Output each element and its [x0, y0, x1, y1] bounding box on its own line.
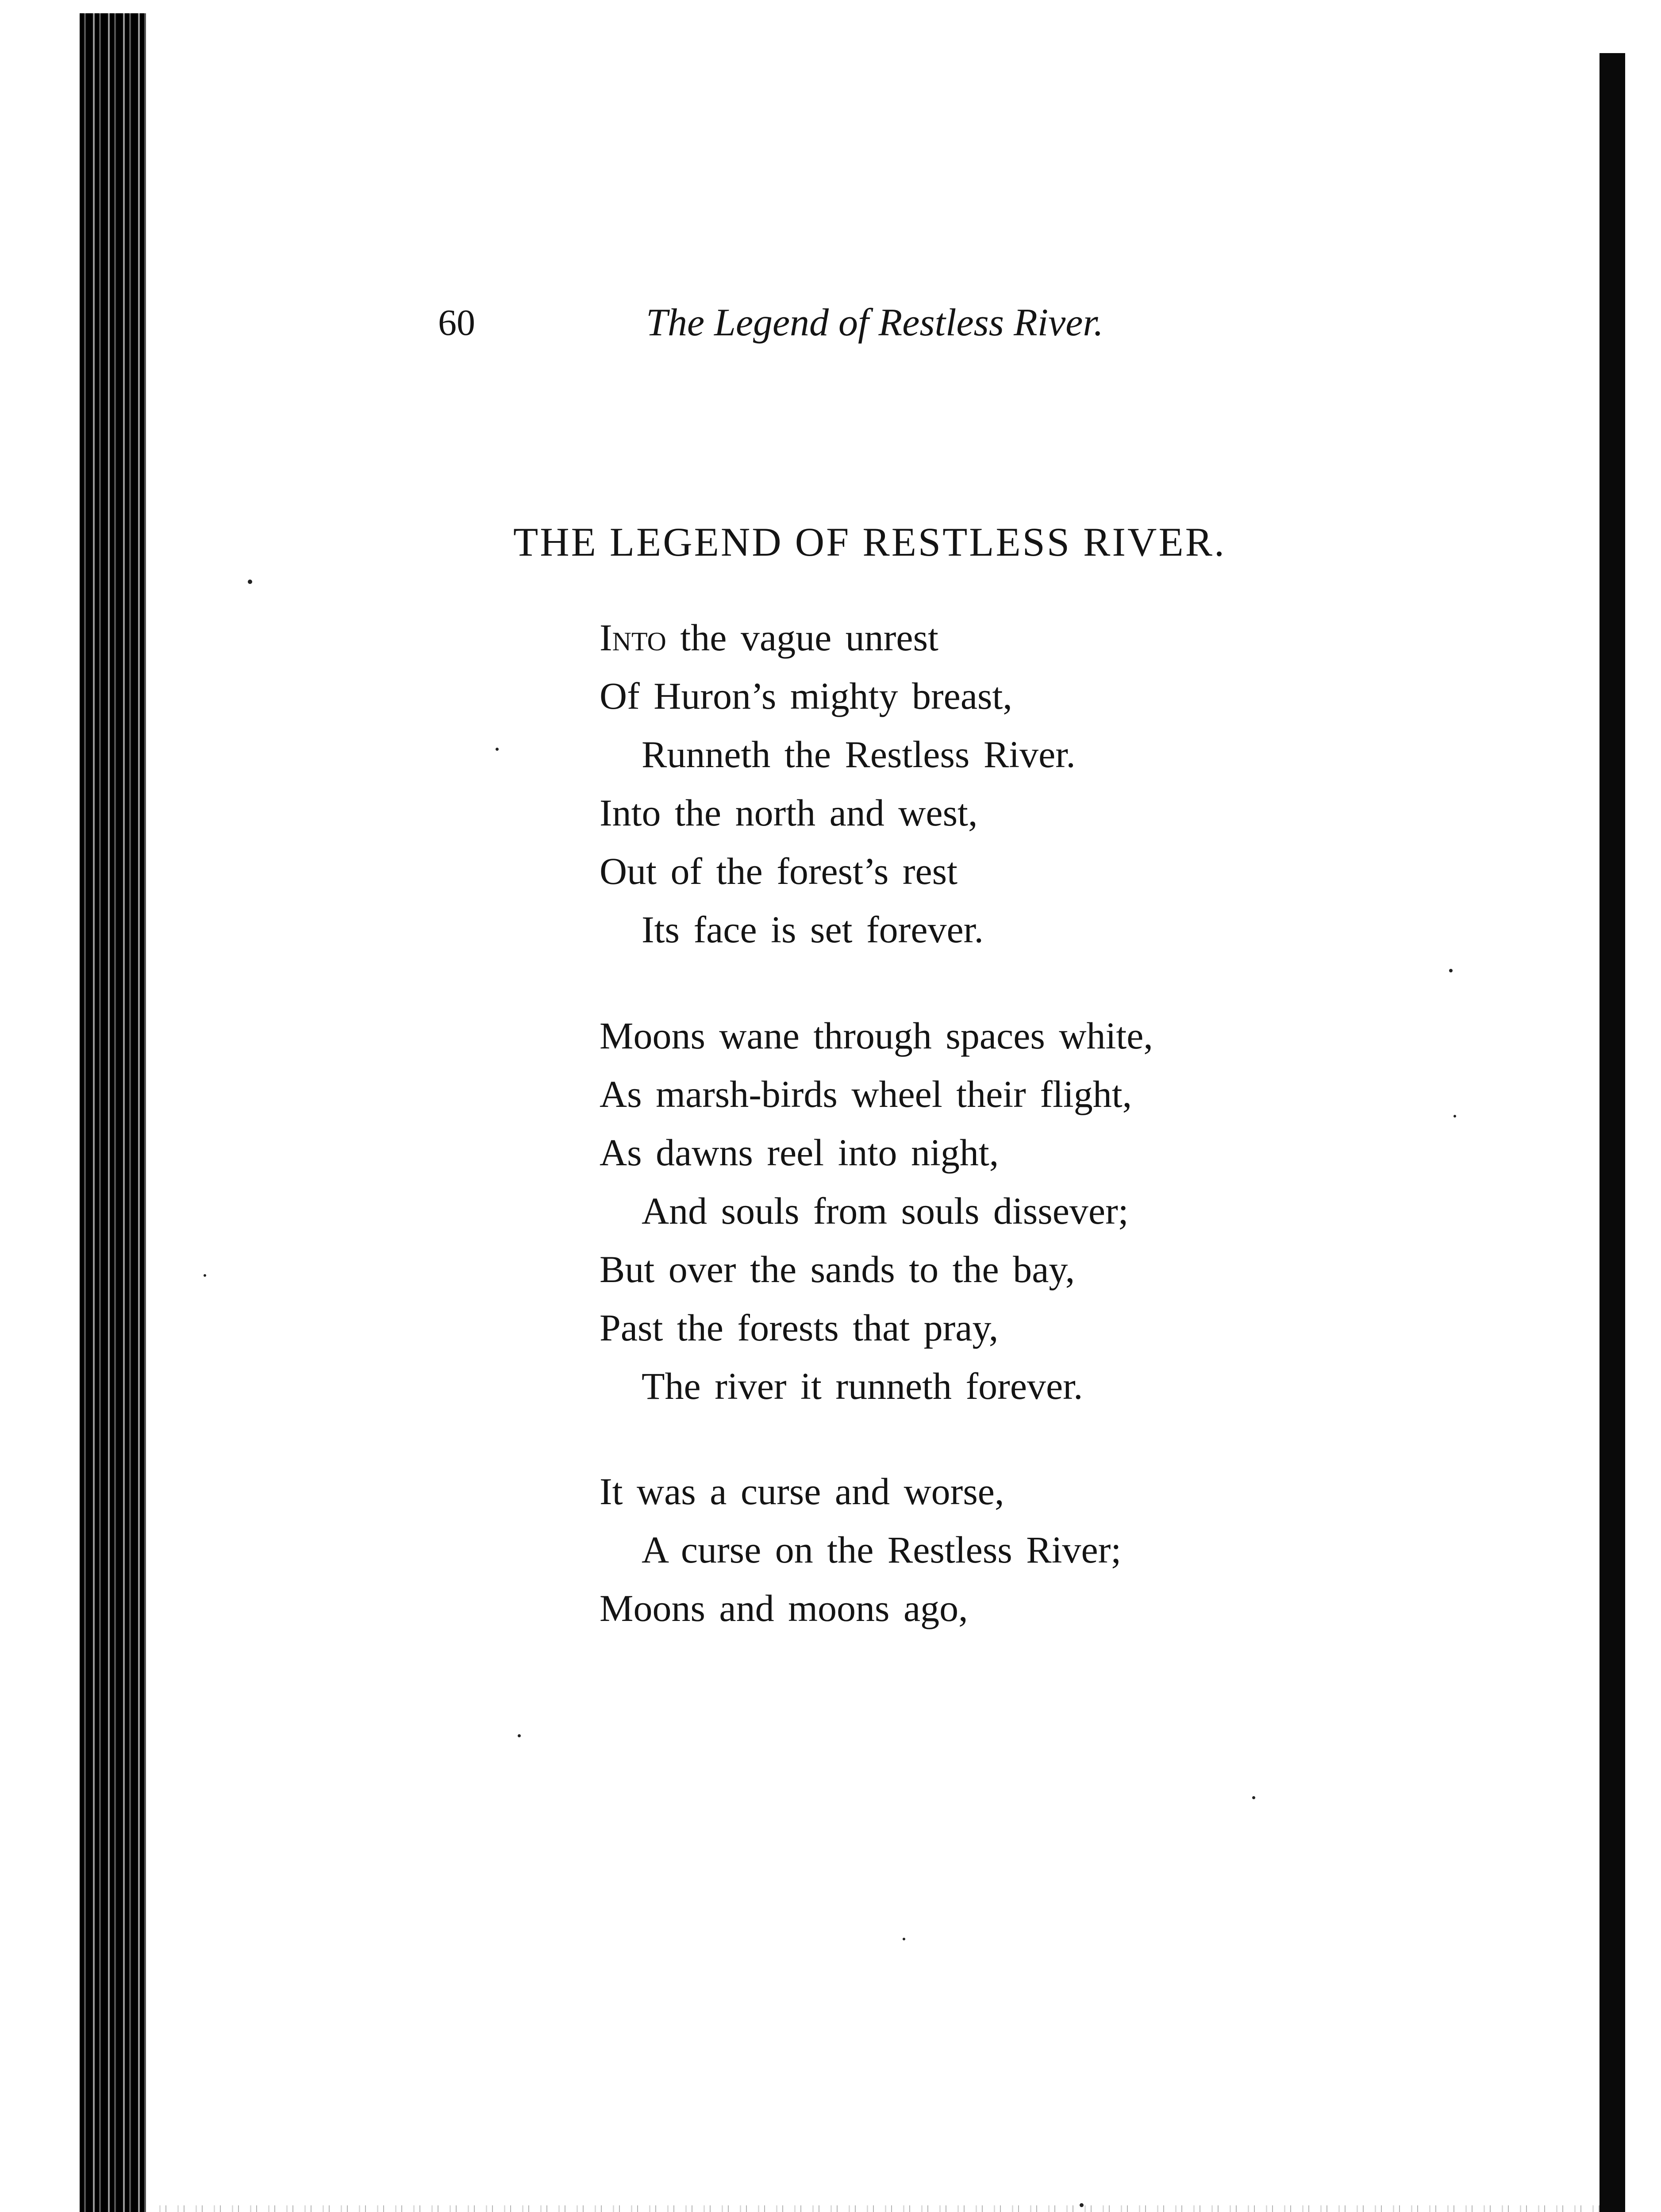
running-head	[438, 296, 1257, 349]
poem-line	[600, 608, 1440, 667]
poem-line: Into the north and west,	[600, 791, 978, 834]
poem-title: THE LEGEND OF RESTLESS RIVER.	[513, 519, 1226, 565]
scan-speck	[903, 1938, 905, 1940]
scan-speck	[518, 1734, 521, 1737]
poem-line: As dawns reel into night,	[600, 1131, 999, 1174]
scan-speck	[204, 1274, 206, 1277]
poem-line: The river it runneth forever.	[642, 1365, 1083, 1407]
poem-line: Moons and moons ago,	[600, 1587, 968, 1629]
poem-line: It was a curse and worse,	[600, 1470, 1004, 1513]
scan-speck	[1449, 969, 1453, 972]
poem-line: Of Huron’s mighty breast,	[600, 675, 1012, 717]
poem-line: Past the forests that pray,	[600, 1306, 999, 1349]
page-number: 60	[438, 302, 475, 343]
poem-line: And souls from souls dissever;	[642, 1190, 1129, 1232]
book-binding-shadow	[80, 13, 146, 2212]
poem-line: Runneth the Restless River.	[642, 733, 1076, 776]
scan-speck	[1252, 1796, 1255, 1799]
scan-speck	[496, 748, 499, 751]
page-edge-shadow	[1599, 53, 1625, 2212]
poem-line: As marsh-birds wheel their flight,	[600, 1073, 1132, 1115]
poem-line: But over the sands to the bay,	[600, 1248, 1075, 1290]
poem-line: Moons wane through spaces white,	[600, 1014, 1153, 1057]
drop-word: Into	[600, 616, 666, 659]
stanza-2	[600, 1006, 1440, 1415]
line-text: the vague unrest	[666, 616, 938, 659]
poem-line: Its face is set forever.	[642, 908, 984, 951]
scan-noise-bottom	[159, 2205, 1599, 2212]
stanza-1	[600, 608, 1440, 959]
poem-line: Out of the forest’s rest	[600, 850, 958, 892]
poem-line: A curse on the Restless River;	[642, 1528, 1122, 1571]
scan-speck	[248, 580, 252, 584]
running-title: The Legend of Restless River.	[646, 301, 1103, 344]
scan-speck	[1080, 2203, 1084, 2207]
stanza-3	[600, 1462, 1440, 1637]
scan-speck	[1453, 1115, 1456, 1118]
